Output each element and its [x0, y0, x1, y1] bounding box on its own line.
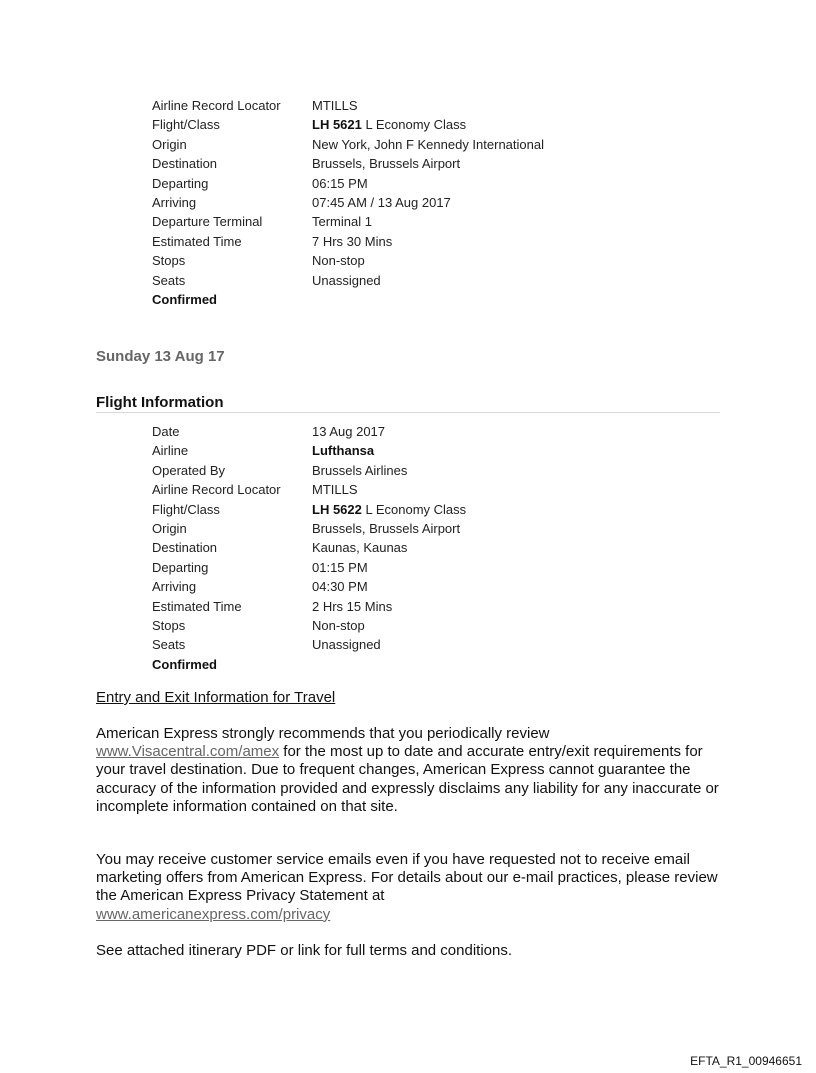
detail-value-text: MTILLS: [312, 482, 358, 498]
detail-value-text: 04:30 PM: [312, 579, 368, 595]
detail-value: [312, 251, 365, 270]
detail-row: [152, 422, 466, 441]
detail-label: Destination: [152, 540, 218, 556]
detail-row: [152, 500, 466, 519]
detail-label: Date: [152, 424, 180, 439]
entry-exit-paragraph: [96, 725, 736, 816]
detail-row: [152, 519, 466, 538]
privacy-link[interactable]: www.americanexpress.com/privacy: [96, 905, 331, 923]
detail-row: [152, 616, 466, 635]
detail-label: Flight/Class: [152, 117, 220, 133]
detail-row: [152, 154, 544, 173]
detail-row: [152, 212, 544, 231]
detail-value-text: 2 Hrs 15 Mins: [312, 598, 393, 614]
detail-value-text: Terminal 1: [312, 214, 372, 230]
detail-label: Arriving: [152, 194, 197, 210]
detail-row: [152, 174, 544, 193]
detail-value-text: Brussels, Brussels Airport: [312, 520, 461, 536]
detail-row: [152, 115, 544, 134]
detail-value-text: New York, John F Kennedy International: [312, 136, 544, 152]
detail-value-text: MTILLS: [312, 98, 358, 113]
document-id: EFTA_R1_00946651: [690, 1054, 802, 1068]
detail-value: [312, 616, 365, 635]
section-heading: Flight Information: [96, 394, 720, 413]
detail-value-text: Brussels, Brussels Airport: [312, 156, 461, 172]
detail-label: Origin: [152, 520, 187, 536]
detail-label: Operated By: [152, 462, 225, 478]
detail-value: [312, 96, 358, 115]
detail-row: [152, 597, 466, 616]
detail-row: [152, 577, 466, 596]
detail-label: Arriving: [152, 579, 197, 595]
detail-row: [152, 461, 466, 480]
detail-value: [312, 154, 460, 173]
detail-label: Flight/Class: [152, 501, 220, 517]
detail-value-text: L Economy Class: [361, 501, 467, 517]
privacy-para-text: You may receive customer service emails even if you have requested not to receive email marketing offers from American Express. For details about our e-mail practices, please review the American Express Privacy Statement at: [96, 851, 718, 905]
detail-value-text: Unassigned: [312, 272, 381, 288]
detail-label: Departing: [152, 175, 209, 191]
day-heading: Sunday 13 Aug 17: [96, 348, 225, 365]
detail-row: [152, 251, 544, 270]
detail-value-bold: LH 5622: [312, 501, 362, 517]
detail-row: [152, 480, 466, 499]
detail-value-bold: Lufthansa: [312, 443, 375, 459]
detail-label: Origin: [152, 136, 187, 152]
detail-row: [152, 635, 466, 654]
detail-row: [152, 96, 544, 115]
detail-value-bold: LH 5621: [312, 117, 362, 133]
detail-value-text: Brussels Airlines: [312, 462, 408, 478]
detail-value-text: 7 Hrs 30 Mins: [312, 233, 393, 249]
detail-value: [312, 174, 368, 193]
detail-value: [312, 558, 368, 577]
entry-exit-title: Entry and Exit Information for Travel: [96, 689, 336, 706]
detail-value: [312, 422, 385, 441]
detail-value: [312, 500, 466, 519]
detail-value-text: Unassigned: [312, 637, 381, 653]
detail-value: [312, 135, 544, 154]
detail-value-text: 06:15 PM: [312, 175, 368, 191]
detail-row: [152, 271, 544, 290]
detail-label: Seats: [152, 272, 186, 288]
detail-value: [312, 441, 374, 460]
flight-1-details: [152, 96, 544, 309]
detail-value-text: Non-stop: [312, 617, 365, 633]
detail-label: Stops: [152, 617, 186, 633]
visacentral-link[interactable]: www.Visacentral.com/amex: [96, 743, 280, 761]
detail-row: [152, 193, 544, 212]
detail-value: [312, 271, 381, 290]
detail-label: Airline: [152, 443, 189, 459]
detail-value-text: 13 Aug 2017: [312, 424, 386, 439]
detail-row: [152, 232, 544, 251]
detail-value: [312, 232, 392, 251]
detail-value-text: Kaunas, Kaunas: [312, 540, 408, 556]
entry-para-line1: American Express strongly recommends that you periodically review: [96, 725, 550, 742]
detail-label: Destination: [152, 156, 218, 172]
detail-value-text: 07:45 AM / 13 Aug 2017: [312, 194, 451, 210]
detail-label: Airline Record Locator: [152, 98, 281, 113]
privacy-paragraph: [96, 851, 736, 924]
detail-value-text: 01:15 PM: [312, 559, 368, 575]
detail-value: [312, 461, 407, 480]
detail-label: Airline Record Locator: [152, 482, 281, 498]
detail-value: [312, 115, 466, 134]
detail-label: Stops: [152, 253, 186, 269]
detail-value: [312, 577, 368, 596]
detail-row: [152, 441, 466, 460]
detail-value: [312, 193, 451, 212]
detail-label: Estimated Time: [152, 233, 242, 249]
detail-value-text: Non-stop: [312, 253, 365, 269]
detail-label: Seats: [152, 637, 186, 653]
detail-value: [312, 597, 392, 616]
detail-row: [152, 538, 466, 557]
entry-para-rest: for the most up to date and accurate entry/exit requirements for your travel destination. Due to frequent changes, American Express cannot guarantee the accuracy of the information provided and expressly disclaims any liability for any inaccurate or incomplete information contained on that site.: [96, 743, 719, 815]
detail-label: Departure Terminal: [152, 214, 263, 230]
flight-2-details: [152, 422, 466, 674]
detail-row: [152, 558, 466, 577]
terms-paragraph: See attached itinerary PDF or link for full terms and conditions.: [96, 942, 513, 959]
detail-label: Estimated Time: [152, 598, 242, 614]
detail-value: [312, 635, 381, 654]
booking-status: Confirmed: [152, 656, 217, 672]
detail-value: [312, 480, 358, 499]
booking-status: Confirmed: [152, 291, 217, 307]
detail-value: [312, 212, 372, 231]
detail-value: [312, 538, 407, 557]
detail-label: Departing: [152, 559, 209, 575]
detail-row: [152, 135, 544, 154]
detail-value-text: L Economy Class: [361, 117, 467, 133]
detail-value: [312, 519, 460, 538]
